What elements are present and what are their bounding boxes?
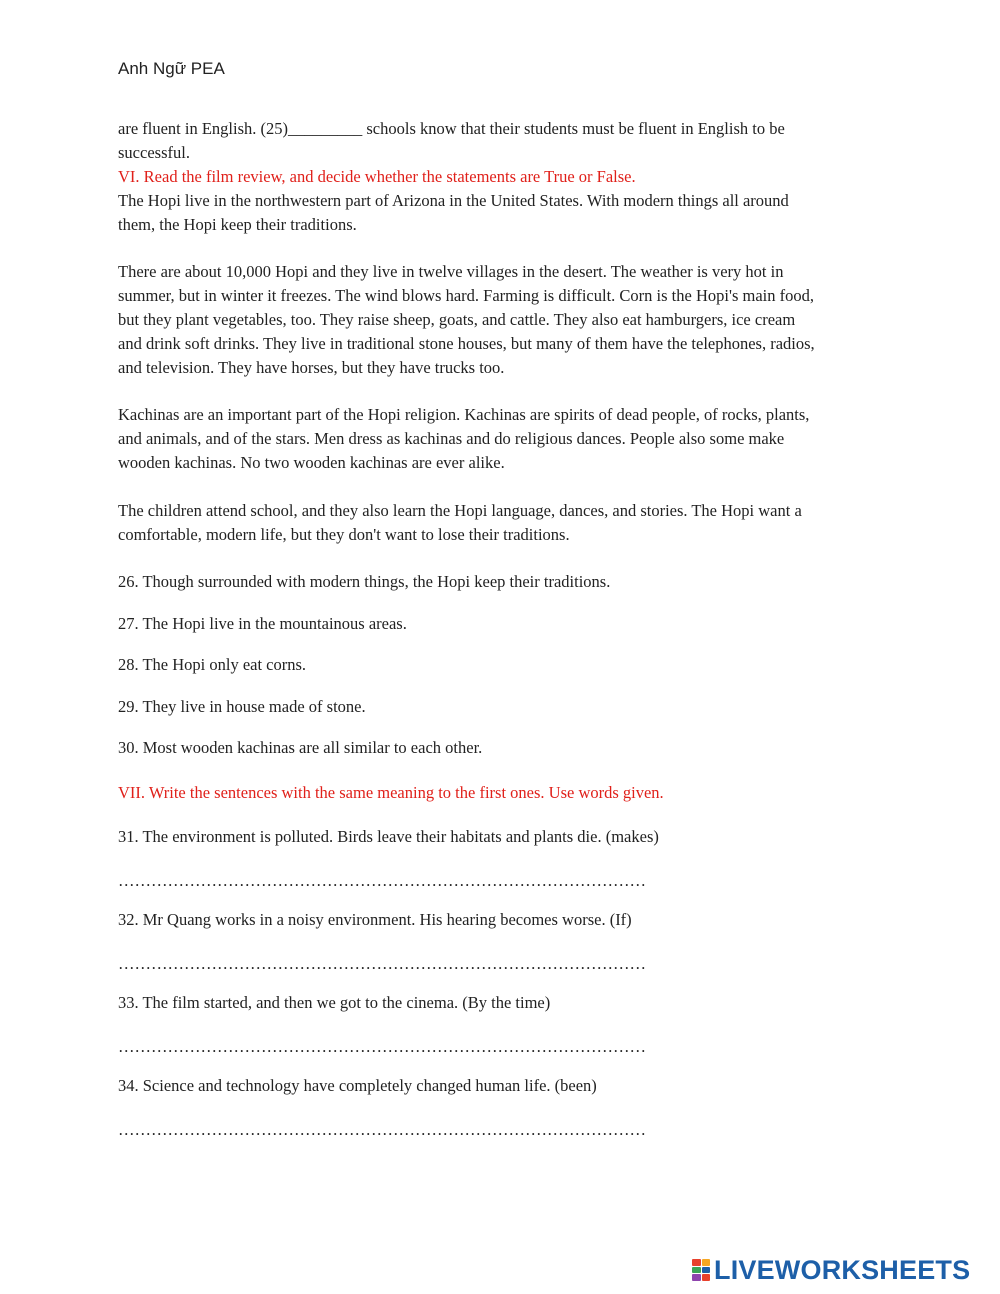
rewrite-question: 32. Mr Quang works in a noisy environment. His hearing becomes worse. (If)	[118, 910, 632, 929]
rewrite-question: 34. Science and technology have completely changed human life. (been)	[118, 1076, 597, 1095]
logo-mark-cell	[702, 1274, 711, 1281]
logo-mark-cell	[692, 1259, 701, 1266]
logo-mark-cell	[702, 1267, 711, 1274]
liveworksheets-logo-icon	[692, 1259, 710, 1281]
rewrite-question: 31. The environment is polluted. Birds leave their habitats and plants die. (makes)	[118, 827, 659, 846]
true-false-statement: 30. Most wooden kachinas are all similar to each other.	[118, 738, 483, 757]
passage-continuation-line: are fluent in English. (25)_________ schools know that their students must be fluent in English to be	[118, 119, 785, 138]
answer-line: ……………………………………………………………………………………	[118, 871, 646, 890]
true-false-statement: 29. They live in house made of stone.	[118, 697, 366, 716]
answer-line: ……………………………………………………………………………………	[118, 954, 646, 973]
reading-paragraph-line: summer, but in winter it freezes. The wind blows hard. Farming is difficult. Corn is the Hopi's main food,	[118, 286, 814, 305]
reading-paragraph-line: Kachinas are an important part of the Hopi religion. Kachinas are spirits of dead people, of rocks, plants,	[118, 405, 810, 424]
reading-paragraph-line: them, the Hopi keep their traditions.	[118, 215, 357, 234]
section-7-instruction: VII. Write the sentences with the same meaning to the first ones. Use words given.	[118, 783, 664, 802]
answer-line: ……………………………………………………………………………………	[118, 1037, 646, 1056]
true-false-statement: 26. Though surrounded with modern things, the Hopi keep their traditions.	[118, 572, 611, 591]
reading-paragraph-line: and animals, and of the stars. Men dress as kachinas and do religious dances. People also some make	[118, 429, 785, 448]
rewrite-question: 33. The film started, and then we got to the cinema. (By the time)	[118, 993, 551, 1012]
liveworksheets-logo-text: LIVEWORKSHEETS	[714, 1254, 971, 1285]
reading-paragraph-line: comfortable, modern life, but they don't want to lose their traditions.	[118, 525, 570, 544]
reading-paragraph-line: The Hopi live in the northwestern part of Arizona in the United States. With modern things all around	[118, 191, 789, 210]
reading-paragraph-line: and drink soft drinks. They live in traditional stone houses, but many of them have the telephones, radios,	[118, 334, 815, 353]
reading-paragraph-line: wooden kachinas. No two wooden kachinas are ever alike.	[118, 453, 505, 472]
section-6-instruction: VI. Read the film review, and decide whether the statements are True or False.	[118, 167, 636, 186]
true-false-statement: 28. The Hopi only eat corns.	[118, 655, 307, 674]
reading-paragraph-line: and television. They have horses, but they have trucks too.	[118, 358, 505, 377]
answer-line: ……………………………………………………………………………………	[118, 1120, 646, 1139]
reading-paragraph-line: The children attend school, and they also learn the Hopi language, dances, and stories. The Hopi want a	[118, 501, 802, 520]
logo-mark-cell	[702, 1259, 711, 1266]
logo-mark-cell	[692, 1274, 701, 1281]
reading-paragraph-line: There are about 10,000 Hopi and they live in twelve villages in the desert. The weather is very hot in	[118, 262, 784, 281]
reading-paragraph-line: but they plant vegetables, too. They raise sheep, goats, and cattle. They also eat hamburgers, ice cream	[118, 310, 796, 329]
page-header-title: Anh Ngữ PEA	[118, 59, 225, 78]
passage-continuation-line: successful.	[118, 143, 190, 162]
true-false-statement: 27. The Hopi live in the mountainous areas.	[118, 614, 407, 633]
logo-mark-cell	[692, 1267, 701, 1274]
liveworksheets-logo[interactable]	[692, 1255, 970, 1285]
